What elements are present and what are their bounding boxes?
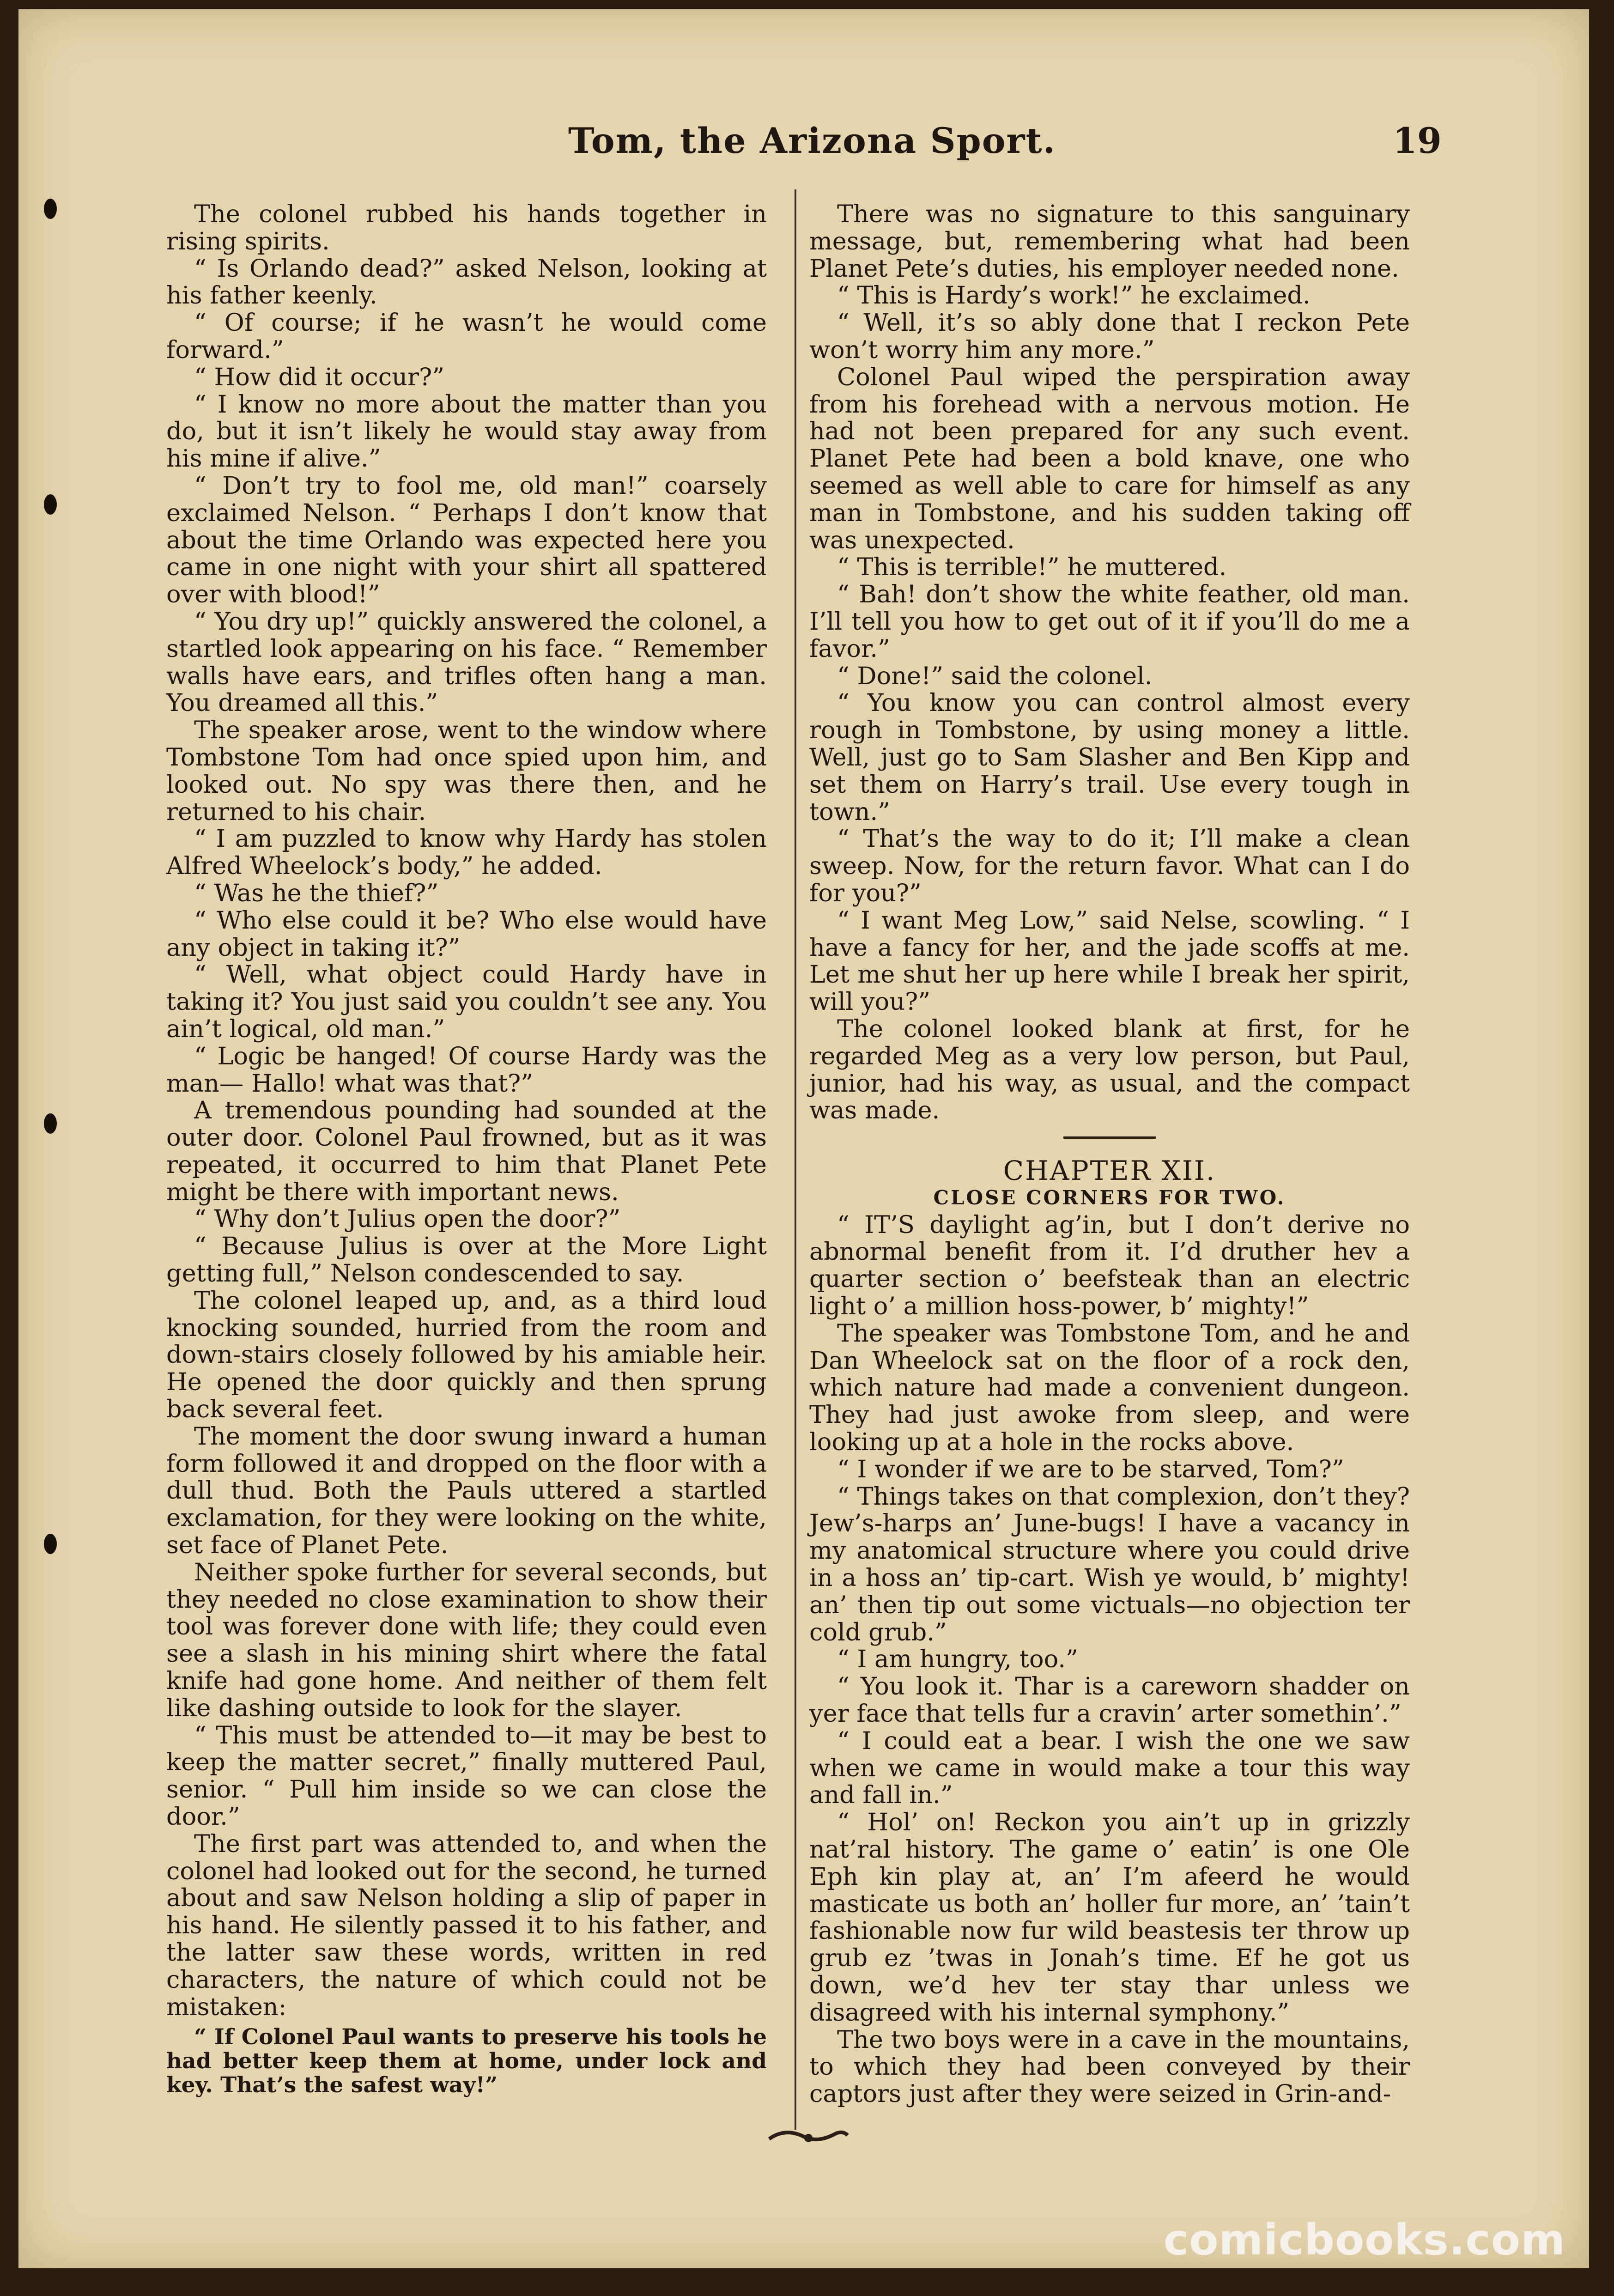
- paragraph: The first part was attended to, and when the colonel had looked out for the second, he turned about and saw Nelson holding a slip of paper in his hand. He silently passed it to his father, and the latter saw these words, written in red characters, the nature of which could not be mistaken:: [166, 1829, 767, 2021]
- paragraph: “ Well, it’s so ably done that I reckon Pete won’t worry him any more.”: [809, 309, 1410, 364]
- paragraph: “ This must be attended to—it may be best to keep the matter secret,” finally muttered Paul, senior. “ Pull him inside so we can close the door.”: [166, 1721, 767, 1831]
- paragraph: “ I wonder if we are to be starved, Tom?”: [837, 1455, 1344, 1483]
- paragraph: “ How did it occur?”: [194, 363, 445, 391]
- paragraph: “ You dry up!” quickly answered the colonel, a startled look appearing on his face. “ Remember walls have ears, and trifles often hang a man. You dreamed all this.”: [166, 607, 767, 717]
- binding-hole: [44, 199, 57, 219]
- paragraph: The colonel leaped up, and, as a third loud knocking sounded, hurried from the room and down-stairs closely followed by his amiable heir. He opened the door quickly and then sprung back several feet.: [166, 1286, 767, 1424]
- tailpiece-ornament-icon: [767, 2125, 850, 2148]
- paragraph: “ You look it. Thar is a careworn shadder on yer face that tells fur a cravin’ arter somethin’.”: [809, 1672, 1410, 1728]
- paragraph: The speaker arose, went to the window where Tombstone Tom had once spied upon him, and looked out. No spy was there then, and he returned to his chair.: [166, 716, 767, 826]
- left-column: [166, 201, 767, 2097]
- paragraph: “ Hol’ on! Reckon you ain’t up in grizzly nat’ral history. The game o’ eatin’ is one Ole Eph kin play at, an’ I’m afeerd he would masticate us both an’ holler fur more, an’ ’tain’t fashionable now fur wild beastesis ter throw up grub ez ’twas in Jonah’s time. Ef he got us down, we’d hev ter stay thar unless we disagreed with his internal symphony.”: [809, 1808, 1410, 2027]
- paragraph: “ Well, what object could Hardy have in taking it? You just said you couldn’t see any. You ain’t logical, old man.”: [166, 960, 767, 1043]
- page-number: 19: [1393, 120, 1442, 161]
- paragraph: Neither spoke further for several seconds, but they needed no close examination to show their tool was forever done with life; they could even see a slash in his mining shirt where the fatal knife had gone home. And neither of them felt like dashing outside to look for the slayer.: [166, 1558, 767, 1722]
- binding-hole: [44, 494, 57, 515]
- paragraph: “ Because Julius is over at the More Light getting full,” Nelson condescended to say.: [166, 1232, 767, 1288]
- paragraph: “ I want Meg Low,” said Nelse, scowling. “ I have a fancy for her, and the jade scoffs at me. Let me shut her up here while I break her spirit, will you?”: [809, 906, 1410, 1016]
- right-column: [809, 201, 1410, 2108]
- paragraph: “ This is terrible!” he muttered.: [837, 553, 1227, 582]
- paragraph: The moment the door swung inward a human form followed it and dropped on the floor with a dull thud. Both the Pauls uttered a startled exclamation, for they were looking on the white, set face of Planet Pete.: [166, 1422, 767, 1560]
- paragraph: There was no signature to this sanguinary message, but, remembering what had been Planet Pete’s duties, his employer needed none.: [809, 200, 1410, 283]
- section-rule: [1063, 1136, 1156, 1139]
- paragraph: “ Bah! don’t show the white feather, old man. I’ll tell you how to get out of it if you’ll do me a favor.”: [809, 580, 1410, 663]
- paragraph: The colonel looked blank at first, for he regarded Meg as a very low person, but Paul, junior, had his way, as usual, and the compact was made.: [809, 1014, 1410, 1125]
- paragraph: “ I could eat a bear. I wish the one we saw when we came in would make a tour this way and fall in.”: [809, 1726, 1410, 1810]
- chapter-title: CHAPTER XII.: [1003, 1155, 1216, 1187]
- running-title: Tom, the Arizona Sport.: [568, 120, 1056, 161]
- written-message: “ If Colonel Paul wants to preserve his tools he had better keep them at home, under lock and key. That’s the safest way!”: [166, 2024, 767, 2098]
- binding-hole: [44, 1534, 57, 1554]
- paragraph: “ Why don’t Julius open the door?”: [194, 1205, 621, 1233]
- paragraph: “ IT’S daylight ag’in, but I don’t derive no abnormal benefit from it. I’d druther hev a quarter section o’ beefsteak than an electric light o’ a million hoss-power, b’ mighty!”: [809, 1210, 1410, 1321]
- paragraph: “ That’s the way to do it; I’ll make a clean sweep. Now, for the return favor. What can I do for you?”: [809, 825, 1410, 907]
- paragraph: “ I am puzzled to know why Hardy has stolen Alfred Wheelock’s body,” he added.: [166, 825, 767, 881]
- paragraph: The two boys were in a cave in the mountains, to which they had been conveyed by their captors just after they were seized in Grin-and-: [809, 2025, 1410, 2108]
- paragraph: “ Things takes on that complexion, don’t they? Jew’s-harps an’ June-bugs! I have a vacancy in my anatomical structure where you could drive in a hoss an’ tip-cart. Wish ye would, b’ mighty! an’ then tip out some victuals—no objection ter cold grub.”: [809, 1482, 1410, 1646]
- paragraph: A tremendous pounding had sounded at the outer door. Colonel Paul frowned, but as it was repeated, it occurred to him that Planet Pete might be there with important news.: [166, 1096, 767, 1206]
- paragraph: “ Done!” said the colonel.: [837, 662, 1153, 690]
- running-head: [18, 115, 1589, 166]
- paragraph: “ Of course; if he wasn’t he would come forward.”: [166, 309, 767, 364]
- paragraph: “ Logic be hanged! Of course Hardy was the man— Hallo! what was that?”: [166, 1042, 767, 1098]
- paragraph: The colonel rubbed his hands together in rising spirits.: [166, 200, 767, 255]
- paragraph: “ Was he the thief?”: [194, 879, 439, 907]
- binding-hole: [44, 1113, 57, 1134]
- paragraph: “ I know no more about the matter than you do, but it isn’t likely he would stay away from his mine if alive.”: [166, 390, 767, 473]
- paragraph: Colonel Paul wiped the perspiration away from his forehead with a nervous motion. He had not been prepared for any such event. Planet Pete had been a bold knave, one who seemed as well able to care for himself as any man in Tombstone, and his sudden taking off was unexpected.: [809, 363, 1410, 554]
- paragraph: “ Is Orlando dead?” asked Nelson, looking at his father keenly.: [166, 254, 767, 310]
- book-page: [18, 9, 1589, 2268]
- watermark: comicbooks.com: [1163, 2215, 1565, 2265]
- paragraph: The speaker was Tombstone Tom, and he and Dan Wheelock sat on the floor of a rock den, which nature had made a convenient dungeon. They had just awoke from sleep, and were looking up at a hole in the rocks above.: [809, 1319, 1410, 1457]
- paragraph: “ Who else could it be? Who else would have any object in taking it?”: [166, 906, 767, 962]
- column-divider: [795, 189, 796, 2130]
- paragraph: “ You know you can control almost every rough in Tombstone, by using money a little. Well, just go to Sam Slasher and Ben Kipp and set them on Harry’s trail. Use every tough in town.”: [809, 689, 1410, 826]
- paragraph: “ Don’t try to fool me, old man!” coarsely exclaimed Nelson. “ Perhaps I don’t know that about the time Orlando was expected here you came in one night with your shirt all spattered over with blood!”: [166, 471, 767, 609]
- paragraph: “ This is Hardy’s work!” he exclaimed.: [837, 281, 1311, 310]
- chapter-subtitle: CLOSE CORNERS FOR TWO.: [933, 1186, 1286, 1209]
- paragraph: “ I am hungry, too.”: [837, 1645, 1078, 1674]
